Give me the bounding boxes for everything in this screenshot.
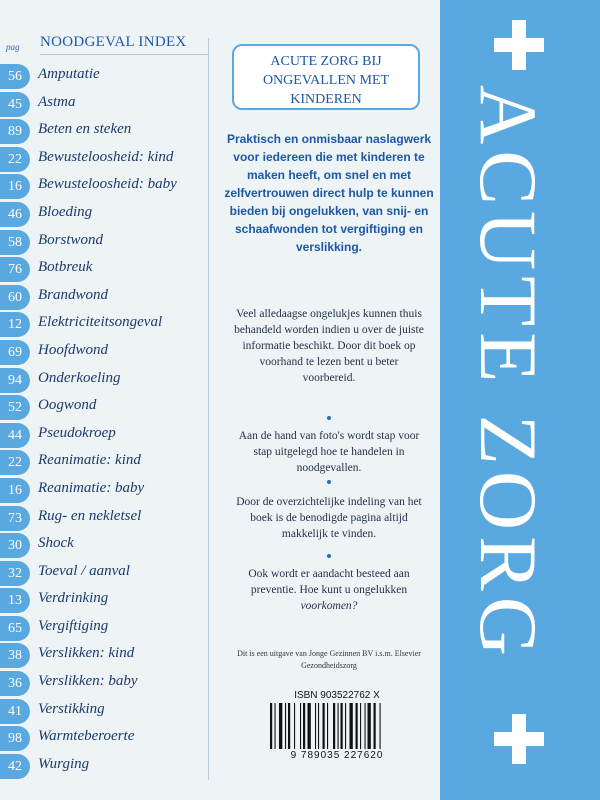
- index-entry: [0, 92, 210, 120]
- entry-label: Onderkoeling: [38, 369, 121, 386]
- entry-label: Reanimatie: kind: [38, 452, 141, 469]
- page-number-badge: 56: [0, 64, 30, 89]
- index-entry: [0, 450, 210, 478]
- page-number-badge: 22: [0, 147, 30, 172]
- index-entry: [0, 506, 210, 534]
- barcode-bar: [356, 703, 358, 749]
- entry-label: Verdrinking: [38, 590, 109, 607]
- page-number-badge: 58: [0, 230, 30, 255]
- barcode-bar: [360, 703, 361, 749]
- spine-title: ACUTE ZORG: [463, 85, 554, 663]
- entry-label: Beten en steken: [38, 121, 132, 138]
- index-entry: [0, 671, 210, 699]
- page-number-badge: 94: [0, 368, 30, 393]
- entry-label: Verstikking: [38, 700, 105, 717]
- paragraph-2: Aan de hand van foto's wordt stap voor stap uitgelegd hoe te handelen in noodgevallen.: [238, 430, 420, 474]
- barcode-bar: [374, 703, 376, 749]
- index-title-rule: [40, 54, 208, 55]
- barcode: [262, 690, 412, 768]
- paragraph-4: [234, 566, 424, 614]
- index-entry: [0, 395, 210, 423]
- paragraph-1: Veel alledaagse ongelukjes kunnen thuis behandeld worden indien u over de juiste informatie beschikt. Door dit boek op voorhand te lezen bent u beter voorbereid.: [234, 308, 424, 384]
- noodgeval-index: [0, 0, 210, 800]
- page-number-badge: 16: [0, 478, 30, 503]
- subtitle-line-2: ONGEVALLEN MET: [262, 73, 390, 88]
- barcode-bar: [368, 703, 371, 749]
- index-entry: [0, 561, 210, 589]
- page-number-badge: 12: [0, 312, 30, 337]
- intro-paragraph: Praktisch en onmisbaar naslagwerk voor iedereen die met kinderen te maken heeft, om snel en met zelfvertrouwen direct hulp te kunnen bieden bij ongelukken, van snij- en schaafwonden tot vergiftiging en verslikking.: [224, 132, 434, 254]
- barcode-bar: [279, 703, 282, 749]
- index-entry: [0, 285, 210, 313]
- back-cover-text: [212, 0, 438, 800]
- page-number-badge: 73: [0, 506, 30, 531]
- barcode-bar: [270, 703, 272, 749]
- barcode-bar: [303, 703, 305, 749]
- index-entries: [0, 64, 210, 781]
- index-title: NOODGEVAL INDEX: [40, 34, 187, 50]
- index-entry: [0, 423, 210, 451]
- barcode-bar: [365, 703, 366, 749]
- entry-label: Botbreuk: [38, 259, 93, 276]
- page-number-badge: 22: [0, 450, 30, 475]
- index-entry: [0, 119, 210, 147]
- page-number-badge: 36: [0, 671, 30, 696]
- entry-label: Warmteberoerte: [38, 728, 135, 745]
- barcode-bar: [275, 703, 276, 749]
- subtitle-line-3: KINDEREN: [290, 92, 362, 107]
- barcode-bar: [318, 703, 319, 749]
- page-number-badge: 13: [0, 588, 30, 613]
- barcode-bar: [288, 703, 290, 749]
- subtitle-box: [232, 44, 420, 110]
- barcode-bar: [345, 703, 346, 749]
- barcode-bar: [285, 703, 286, 749]
- entry-label: Bewusteloosheid: baby: [38, 176, 177, 193]
- publisher-note: Dit is een uitgave van Jonge Gezinnen BV i.s.m. Elsevier Gezondheidszorg: [237, 649, 421, 670]
- page-number-badge: 60: [0, 285, 30, 310]
- barcode-bar: [333, 703, 335, 749]
- paragraph-4-text: Ook wordt er aandacht besteed aan preventie. Hoe kunt u ongelukken: [248, 568, 410, 596]
- index-entry: [0, 478, 210, 506]
- bullet-dot: [327, 416, 331, 420]
- barcode-bar: [308, 703, 311, 749]
- index-entry: [0, 616, 210, 644]
- entry-label: Shock: [38, 535, 74, 552]
- page-number-badge: 41: [0, 699, 30, 724]
- page-number-badge: 42: [0, 754, 30, 779]
- page-number-badge: 69: [0, 340, 30, 365]
- entry-label: Borstwond: [38, 231, 104, 248]
- entry-label: Pseudokroep: [38, 424, 116, 441]
- barcode-bar: [341, 703, 343, 749]
- entry-label: Bloeding: [38, 203, 93, 220]
- barcode-bar: [294, 703, 295, 749]
- index-entry: [0, 257, 210, 285]
- entry-label: Hoofdwond: [38, 341, 109, 358]
- entry-label: Wurging: [38, 755, 90, 772]
- entry-label: Brandwond: [38, 286, 109, 303]
- page-number-badge: 98: [0, 726, 30, 751]
- entry-label: Elektriciteitsongeval: [38, 314, 163, 331]
- page-number-badge: 44: [0, 423, 30, 448]
- index-entry: [0, 588, 210, 616]
- plus-icon: [492, 18, 546, 72]
- index-entry: [0, 643, 210, 671]
- index-entry: [0, 699, 210, 727]
- index-entry: [0, 726, 210, 754]
- plus-icon: [492, 712, 546, 766]
- barcode-bars: [270, 703, 406, 749]
- index-entry: [0, 230, 210, 258]
- entry-label: Oogwond: [38, 397, 97, 414]
- index-entry: [0, 368, 210, 396]
- index-entry: [0, 147, 210, 175]
- barcode-bar: [300, 703, 301, 749]
- entry-label: Vergiftiging: [38, 617, 109, 634]
- barcode-bar: [338, 703, 339, 749]
- subtitle-line-1: ACUTE ZORG BIJ: [270, 54, 382, 69]
- index-entry: [0, 174, 210, 202]
- page-number-badge: 16: [0, 174, 30, 199]
- index-entry: [0, 312, 210, 340]
- barcode-digits: 9 789035 227620: [290, 750, 384, 761]
- entry-label: Rug- en nekletsel: [38, 507, 142, 524]
- page-number-badge: 46: [0, 202, 30, 227]
- column-divider: [208, 38, 209, 780]
- entry-label: Toeval / aanval: [38, 562, 130, 579]
- entry-label: Astma: [38, 93, 76, 110]
- paragraph-4-italic: voorkomen?: [300, 600, 358, 612]
- index-entry: [0, 202, 210, 230]
- entry-label: Reanimatie: baby: [38, 479, 145, 496]
- barcode-bar: [327, 703, 328, 749]
- page-number-badge: 65: [0, 616, 30, 641]
- barcode-bar: [323, 703, 325, 749]
- index-entry: [0, 533, 210, 561]
- barcode-bar: [315, 703, 316, 749]
- index-entry: [0, 340, 210, 368]
- barcode-bar: [350, 703, 353, 749]
- bullet-dot: [327, 480, 331, 484]
- index-entry: [0, 64, 210, 92]
- entry-label: Verslikken: kind: [38, 645, 135, 662]
- page-number-badge: 38: [0, 643, 30, 668]
- entry-label: Bewusteloosheid: kind: [38, 148, 174, 165]
- barcode-bar: [380, 703, 381, 749]
- entry-label: Amputatie: [38, 66, 100, 82]
- page-number-badge: 30: [0, 533, 30, 558]
- page-number-badge: 45: [0, 92, 30, 117]
- bullet-dot: [327, 554, 331, 558]
- entry-label: Verslikken: baby: [38, 673, 138, 690]
- page-number-badge: 76: [0, 257, 30, 282]
- page-number-badge: 89: [0, 119, 30, 144]
- spine-panel: [440, 0, 600, 800]
- isbn: ISBN 903522762 X: [294, 690, 380, 701]
- page-number-badge: 52: [0, 395, 30, 420]
- pag-label: pag: [6, 42, 20, 52]
- paragraph-3: Door de overzichtelijke indeling van het boek is de benodigde pagina altijd makkelijk te vinden.: [236, 496, 422, 540]
- page-number-badge: 32: [0, 561, 30, 586]
- index-entry: [0, 754, 210, 782]
